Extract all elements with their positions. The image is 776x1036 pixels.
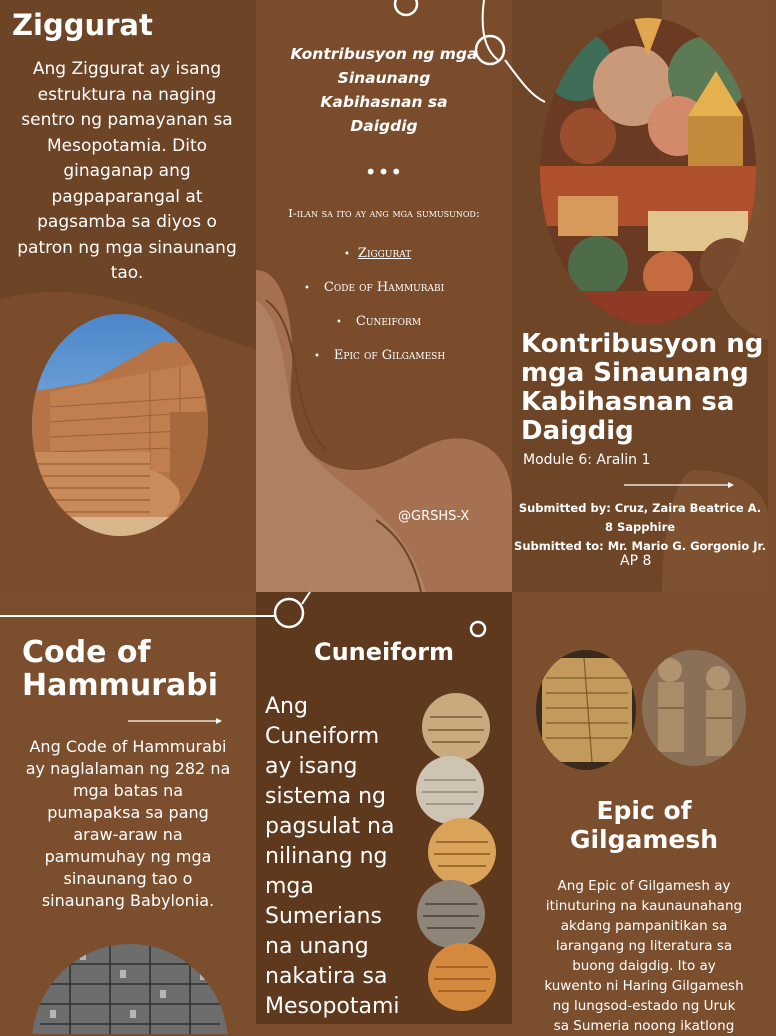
- cuneiform-body-line: Sumerians: [265, 904, 382, 929]
- contents-panel: [256, 0, 512, 592]
- cover-title-line: mga Sinaunang: [521, 358, 749, 388]
- submission-details: [512, 499, 768, 556]
- contents-title-line: Daigdig: [350, 117, 418, 135]
- cover-title-line: Daigdig: [521, 416, 634, 446]
- cuneiform-body: [265, 692, 400, 1022]
- cover-title: [521, 330, 763, 446]
- subject-label: AP 8: [620, 553, 652, 569]
- hammurabi-title: [22, 636, 218, 702]
- gilgamesh-title-line: Gilgamesh: [569, 825, 719, 854]
- cuneiform-body-line: na unang: [265, 934, 369, 959]
- gilgamesh-body-line: larangang ng literatura sa: [555, 938, 733, 954]
- hammurabi-body: [0, 736, 256, 912]
- bullet: •: [314, 351, 320, 362]
- contents-item-label: Epic of Gilgamesh: [333, 348, 446, 363]
- ellipsis-dots: •••: [364, 160, 404, 184]
- gilgamesh-body-line: itinuturing na kaunaunahang: [545, 898, 743, 914]
- submitted-to: Submitted to: Mr. Mario G. Gorgonio Jr.: [514, 539, 766, 553]
- hammurabi-body-line: ay naglalaman ng 282 na: [25, 759, 231, 778]
- cuneiform-panel: [256, 592, 512, 1024]
- contents-item-cuneiform: [336, 314, 421, 329]
- bullet: •: [336, 317, 342, 328]
- cover-title-line: Kontribusyon ng: [521, 329, 764, 359]
- hammurabi-body-line: Ang Code of Hammurabi: [29, 737, 227, 756]
- contents-item-label: Ziggurat: [357, 246, 412, 261]
- gilgamesh-body-line: akdang pampanitikan sa: [560, 918, 728, 934]
- arrow-right-icon: [128, 716, 224, 726]
- hammurabi-body-line: araw-araw na: [73, 825, 183, 844]
- cuneiform-body-line: Ang: [265, 694, 308, 719]
- contents-item-label: Code of Hammurabi: [323, 280, 445, 295]
- contents-item-epic-of-gilgamesh: [314, 348, 445, 363]
- gilgamesh-body-line: sa Sumeria noong ikatlong: [553, 1018, 735, 1034]
- hammurabi-body-line: sinaunang tao o: [63, 869, 193, 888]
- contents-title-line: Kabihasnan sa: [320, 93, 448, 111]
- contents-item-label: Cuneiform: [355, 314, 422, 329]
- hammurabi-body-line: mga batas na: [72, 781, 184, 800]
- arrow-right-icon: [624, 480, 736, 490]
- gilgamesh-body-line: kuwento ni Haring Gilgamesh: [544, 978, 744, 994]
- bullet: •: [344, 249, 350, 260]
- contents-item-ziggurat[interactable]: [344, 246, 411, 261]
- cuneiform-body-line: sistema ng: [265, 784, 387, 809]
- cover-title-line: Kabihasnan sa: [521, 387, 735, 417]
- mural-painting: [538, 16, 758, 326]
- cover-panel: [512, 0, 768, 592]
- cuneiform-body-line: Mesopotami: [265, 994, 400, 1019]
- cuneiform-body-line: nilinang ng: [265, 844, 388, 869]
- hammurabi-title-line: Hammurabi: [22, 668, 219, 703]
- contents-title-line: Kontribusyon ng mga: [290, 45, 478, 63]
- cuneiform-body-line: nakatira sa: [265, 964, 388, 989]
- gilgamesh-body: [512, 876, 776, 1036]
- ziggurat-body: Ang Ziggurat ay isang estruktura na naging sentro ng pamayanan sa Mesopotamia. Dito ginaganap ang pagpaparangal at pagsamba sa diyos o patron ng mga sinaunang tao.: [17, 59, 237, 283]
- gilgamesh-body-line: ng lungsod-estado ng Uruk: [552, 998, 736, 1014]
- gilgamesh-title-line: Epic of: [596, 796, 692, 825]
- cuneiform-body-line: mga: [265, 874, 314, 899]
- module-label: Module 6: Aralin 1: [523, 452, 651, 468]
- gilgamesh-panel: [512, 592, 768, 1034]
- submitted-by: Submitted by: Cruz, Zaira Beatrice A.: [518, 501, 762, 515]
- contents-item-code-of-hammurabi: [304, 280, 444, 295]
- bullet: •: [304, 283, 310, 294]
- class-section: 8 Sapphire: [604, 520, 676, 534]
- ziggurat-title: Ziggurat: [12, 8, 153, 42]
- gilgamesh-title: [512, 796, 776, 854]
- contents-title-line: Sinaunang: [337, 69, 431, 87]
- ziggurat-photo: [30, 312, 210, 542]
- cuneiform-body-line: ay isang: [265, 754, 358, 779]
- ziggurat-panel: [0, 0, 256, 592]
- hammurabi-stele-photo: [30, 944, 230, 1034]
- gilgamesh-artifact-photos: [534, 648, 748, 772]
- cuneiform-body-line: Cuneiform: [265, 724, 380, 749]
- hammurabi-body-line: sinaunang Babylonia.: [41, 891, 215, 910]
- cuneiform-tablet-photos: [410, 692, 510, 1022]
- gilgamesh-body-line: Ang Epic of Gilgamesh ay: [557, 878, 731, 894]
- social-handle: @GRSHS-X: [398, 509, 470, 524]
- hammurabi-body-line: pumapaksa sa pang: [47, 803, 209, 822]
- contents-title: [284, 42, 484, 138]
- contents-intro: I-ilan sa ito ay ang mga sumusunod:: [288, 206, 480, 220]
- hammurabi-panel: [0, 592, 256, 1024]
- hammurabi-title-line: Code of: [22, 635, 151, 670]
- cuneiform-body-line: pagsulat na: [265, 814, 395, 839]
- gilgamesh-body-line: buong daigdig. Ito ay: [572, 958, 716, 974]
- cuneiform-title: Cuneiform: [313, 638, 455, 666]
- hammurabi-body-line: pamumuhay ng mga: [44, 847, 212, 866]
